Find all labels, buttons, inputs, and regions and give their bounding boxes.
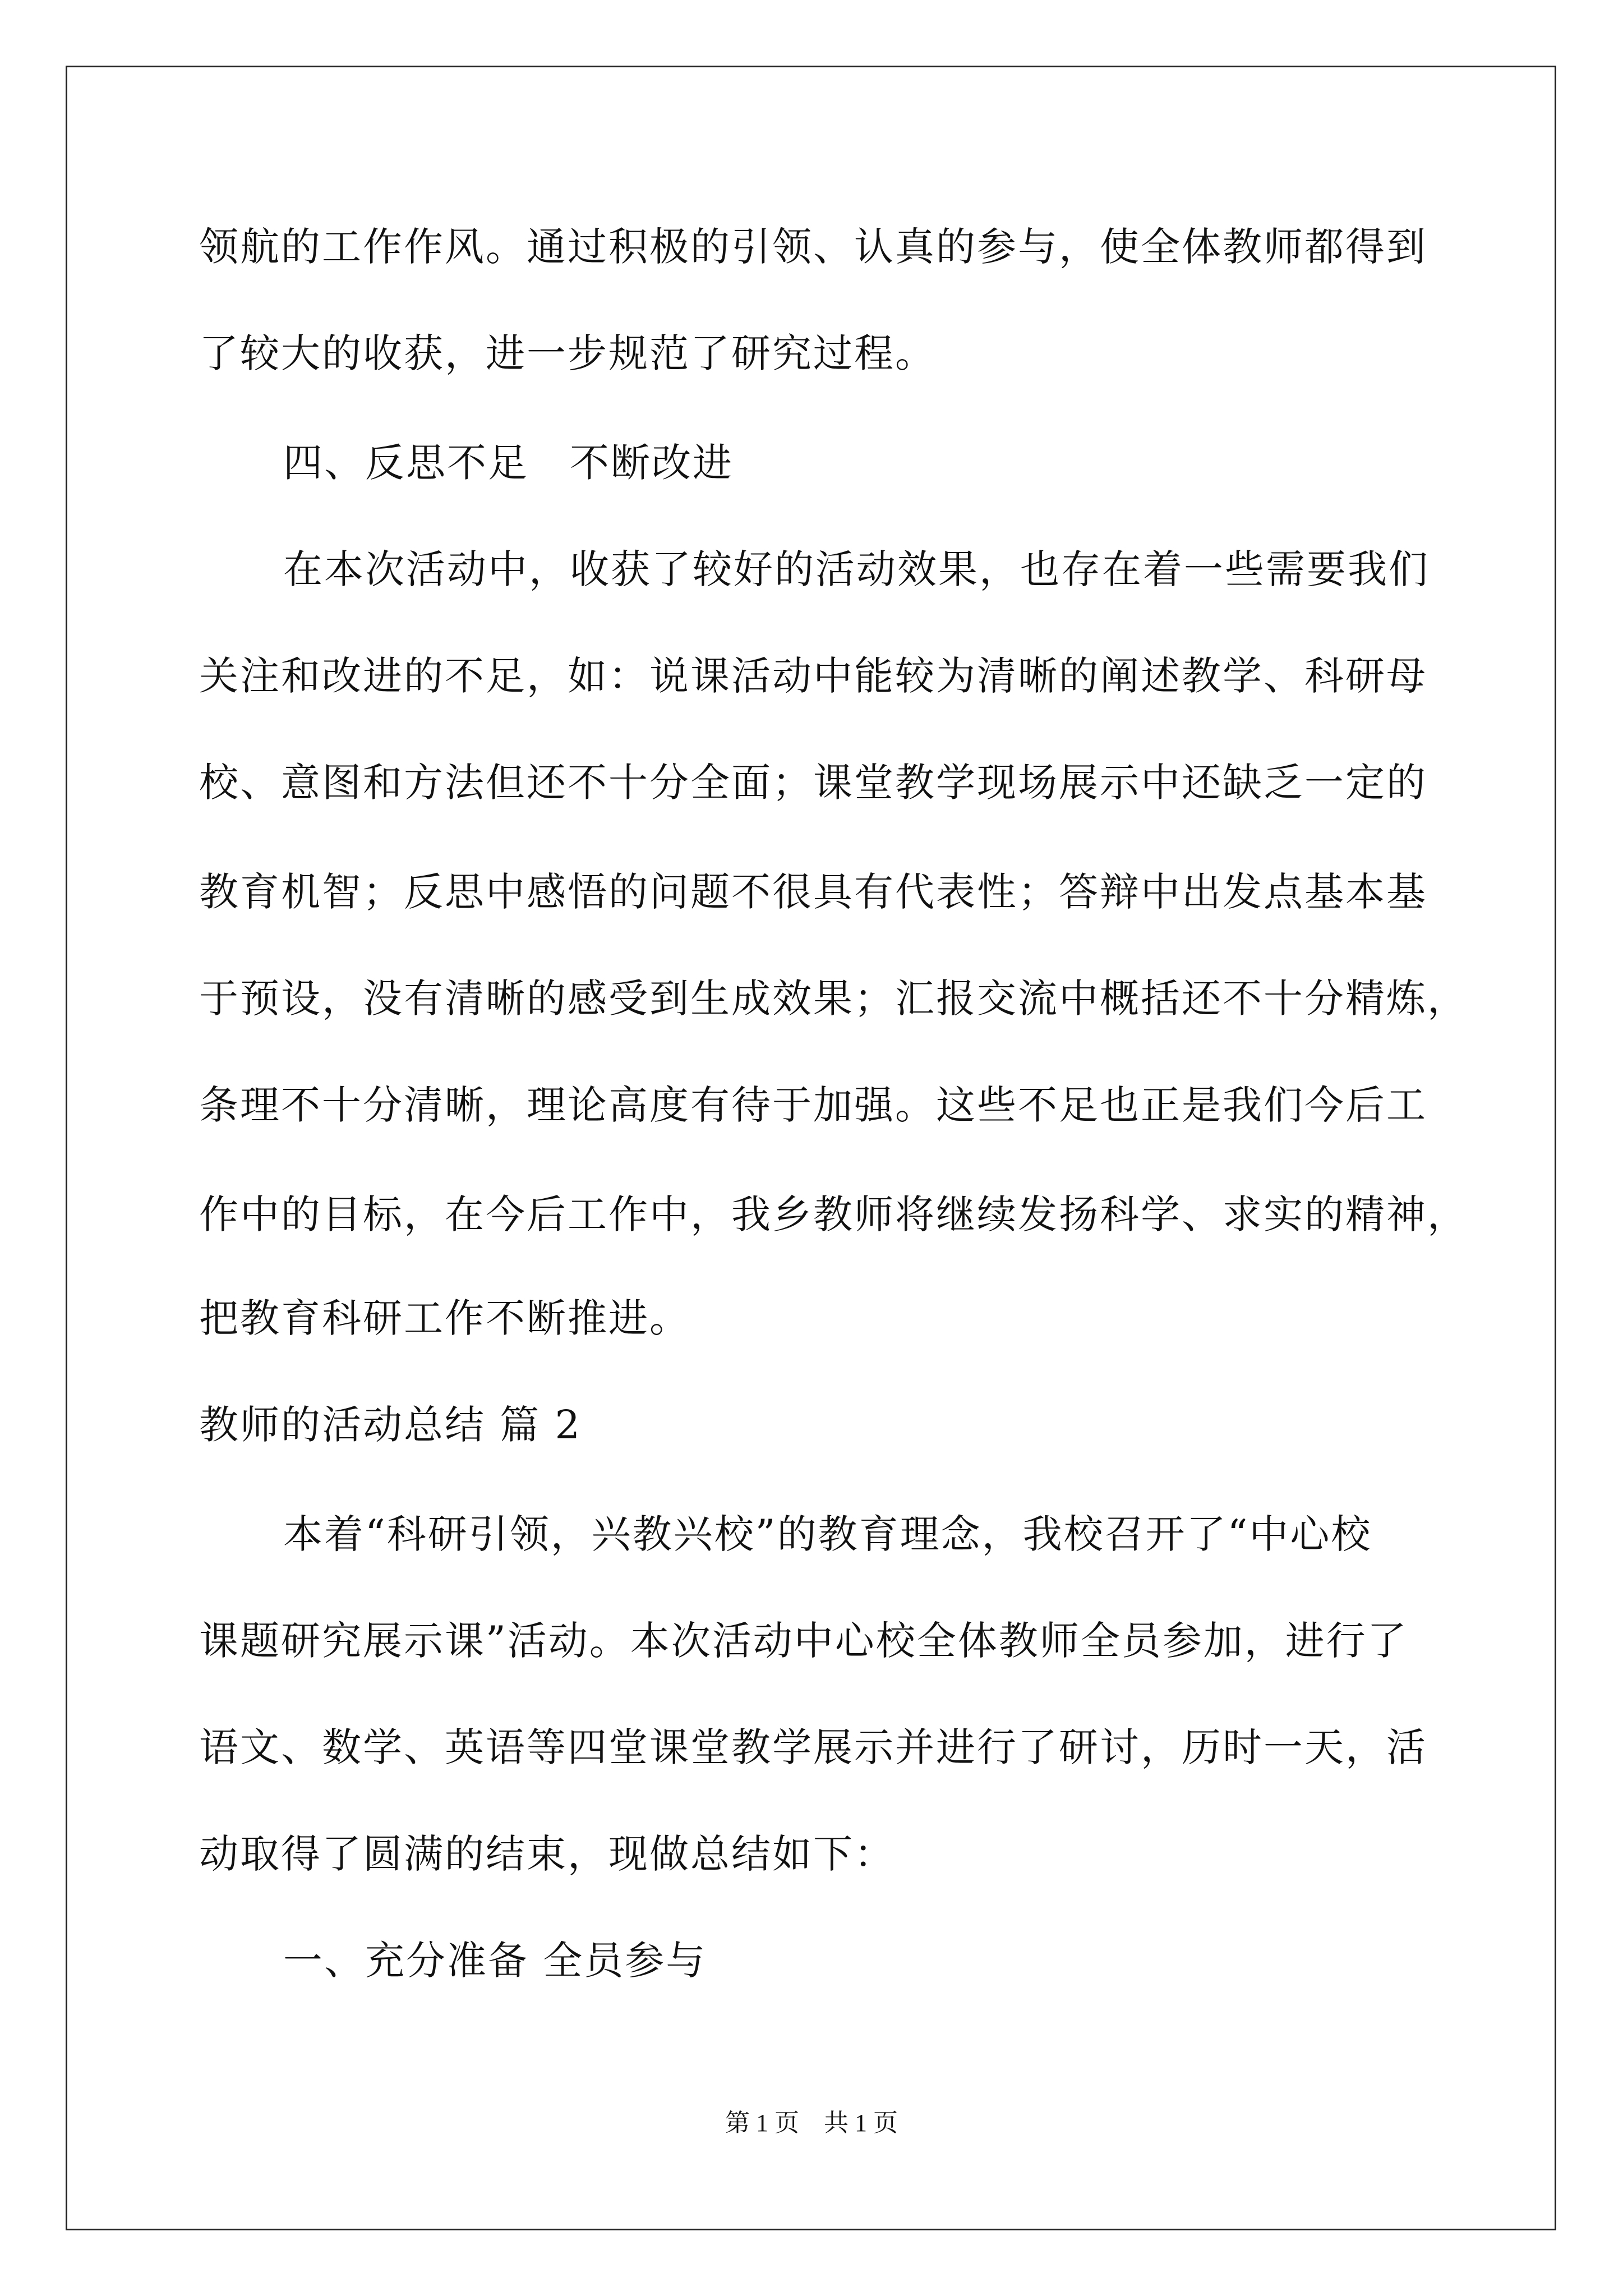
paragraph-line: 把教育科研工作不断推进。	[199, 1295, 690, 1341]
section-heading: 一、充分准备 全员参与	[283, 1938, 707, 1984]
paragraph-line: 本着“科研引领，兴教兴校”的教育理念，我校召开了“中心校	[283, 1511, 1372, 1557]
paragraph-line: 了较大的收获，进一步规范了研究过程。	[199, 330, 936, 376]
paragraph-line: 教育机智；反思中感悟的问题不很具有代表性；答辩中出发点基本基	[199, 869, 1427, 915]
paragraph-line: 校、意图和方法但还不十分全面；课堂教学现场展示中还缺乏一定的	[199, 760, 1427, 806]
page-border	[66, 66, 1556, 2230]
paragraph-line: 课题研究展示课”活动。本次活动中心校全体教师全员参加，进行了	[199, 1618, 1408, 1664]
paragraph-line: 领航的工作作风。通过积极的引领、认真的参与，使全体教师都得到	[199, 224, 1427, 270]
paragraph-line: 动取得了圆满的结束，现做总结如下：	[199, 1831, 895, 1877]
paragraph-line: 语文、数学、英语等四堂课堂教学展示并进行了研讨，历时一天，活	[199, 1724, 1427, 1770]
page-number-footer: 第 1 页 共 1 页	[725, 2109, 898, 2137]
paragraph-line: 于预设，没有清晰的感受到生成效果；汇报交流中概括还不十分精炼，	[199, 976, 1468, 1022]
paragraph-line: 作中的目标，在今后工作中，我乡教师将继续发扬科学、求实的精神，	[199, 1191, 1468, 1237]
paragraph-line: 关注和改进的不足，如：说课活动中能较为清晰的阐述教学、科研母	[199, 653, 1427, 699]
article-title: 教师的活动总结 篇 2	[199, 1402, 582, 1448]
section-heading: 四、反思不足 不断改进	[283, 440, 734, 486]
paragraph-line: 条理不十分清晰，理论高度有待于加强。这些不足也正是我们今后工	[199, 1082, 1427, 1128]
paragraph-line: 在本次活动中，收获了较好的活动效果，也存在着一些需要我们	[283, 546, 1430, 592]
